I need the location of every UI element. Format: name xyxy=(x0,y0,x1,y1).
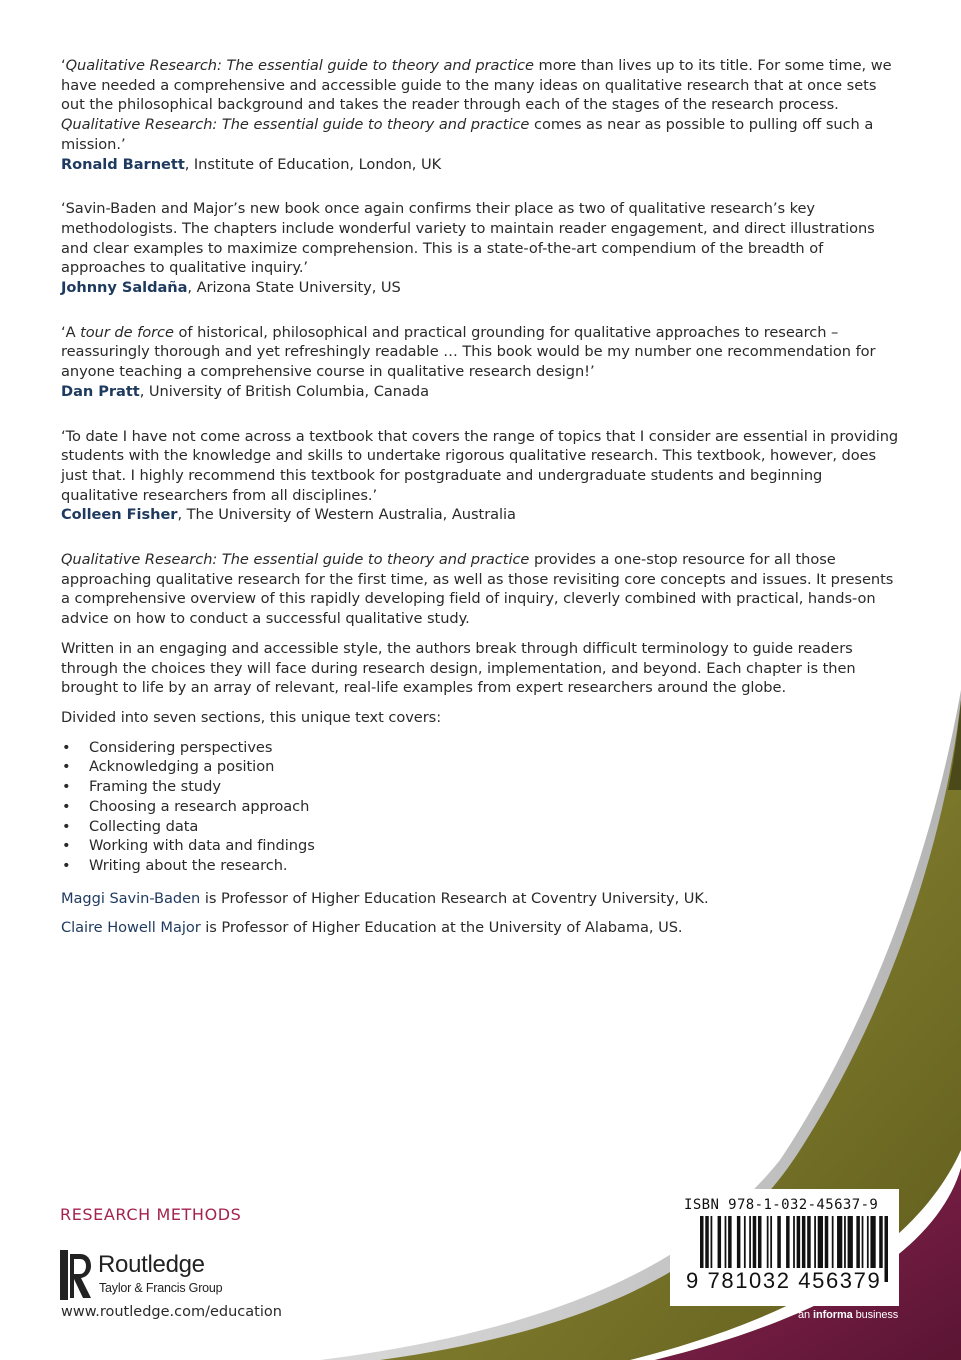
endorsement-attribution xyxy=(61,155,901,175)
text-run: provides a one-stop resource for all those approaching qualitative research for the first time, as well as those revisiting core concepts and issues. It presents a comprehensive overview of this rapidly developing field of inquiry, cleverly combined with practical, hands-on advice on how to conduct a successful qualitative study. xyxy=(61,551,894,628)
text-run: ‘Savin-Baden and Major’s new book once again confirms their place as two of qualitative research’s key methodologists. The chapters include wonderful variety to maintain reader engagement, and direct illustrations and clear examples to maximize comprehension. This is a state-of-the-art compendium of the breadth of approaches to qualitative inquiry.’ xyxy=(61,200,875,277)
text-run: more than lives up to its title. For some time, we have needed a comprehensive and accessible guide to the many ideas on qualitative research that at once sets out the philosophical background and takes the reader through each of the stages of the research process. xyxy=(61,57,892,114)
topic-item: • Working with data and findings xyxy=(61,836,901,856)
topic-item: • Collecting data xyxy=(61,817,901,837)
endorser-affiliation: , Institute of Education, London, UK xyxy=(184,155,442,173)
barcode-bar xyxy=(884,1216,888,1282)
back-cover-text xyxy=(61,56,901,938)
endorsement-attribution xyxy=(61,382,901,402)
author-bios xyxy=(61,889,901,938)
topic-item: • Acknowledging a position xyxy=(61,757,901,777)
author-name: Claire Howell Major xyxy=(61,919,201,937)
topic-item: • Writing about the research. xyxy=(61,856,901,876)
endorser-name: Dan Pratt xyxy=(61,382,140,400)
text-run: of historical, philosophical and practical grounding for qualitative approaches to research – reassuringly thorough and yet refreshingly readable … This book would be my number one recommendation for anyone teaching a comprehensive course in qualitative research design!’ xyxy=(61,323,876,381)
endorsement-attribution xyxy=(61,278,901,298)
informa-prefix: an xyxy=(798,1309,813,1321)
endorsement-quote xyxy=(61,199,901,278)
endorser-name: Ronald Barnett xyxy=(61,155,185,173)
text-run: ‘ xyxy=(61,57,66,74)
endorsement-quote xyxy=(61,323,901,382)
routledge-logo xyxy=(60,1250,260,1300)
series-label: RESEARCH METHODS xyxy=(60,1205,242,1224)
publisher-group: Taylor & Francis Group xyxy=(99,1281,223,1295)
topic-item: • Considering perspectives xyxy=(61,738,901,758)
endorsement-quote xyxy=(61,56,901,155)
topic-item: • Framing the study xyxy=(61,777,901,797)
endorser-name: Colleen Fisher xyxy=(61,506,178,524)
endorser-name: Johnny Saldaña xyxy=(61,279,188,297)
informa-brand: informa xyxy=(813,1309,853,1321)
endorser-affiliation: , Arizona State University, US xyxy=(187,279,401,297)
informa-tagline xyxy=(798,1309,898,1321)
endorsement-quote xyxy=(61,427,901,506)
author-bio xyxy=(61,889,901,909)
author-bio-text: is Professor of Higher Education Research at Coventry University, UK. xyxy=(200,889,709,907)
author-name: Maggi Savin-Baden xyxy=(61,889,201,907)
topics-intro: Divided into seven sections, this unique text covers: xyxy=(61,708,442,726)
author-bio xyxy=(61,918,901,938)
isbn-label: ISBN 978-1-032-45637-9 xyxy=(684,1197,879,1213)
text-run: comes as near as possible to pulling off such a mission.’ xyxy=(61,116,874,153)
publisher-name: Routledge xyxy=(98,1251,205,1278)
italic-title: Qualitative Research: The essential guide to theory and practice xyxy=(65,57,534,74)
endorsement-attribution xyxy=(61,505,901,525)
endorsements-list xyxy=(61,56,901,525)
text-run: ‘To date I have not come across a textbook that covers the range of topics that I consider are essential in providing students with the knowledge and skills to undertake rigorous qualitative research. This textbook, however, does just that. I highly recommend this textbook for postgraduate and undergraduate students and beginning qualitative researchers from all disciplines.’ xyxy=(61,427,899,504)
topics-list xyxy=(61,738,901,876)
text-run: ‘A xyxy=(61,323,81,341)
routledge-r-icon xyxy=(60,1250,92,1300)
endorser-affiliation: , The University of Western Australia, Australia xyxy=(177,506,516,524)
italic-title: Qualitative Research: The essential guide to theory and practice xyxy=(61,116,530,134)
publisher-url[interactable]: www.routledge.com/education xyxy=(61,1304,282,1320)
isbn-barcode-box xyxy=(670,1189,899,1306)
informa-suffix: business xyxy=(852,1309,899,1321)
italic-title: tour de force xyxy=(80,323,174,341)
description-paragraph-1 xyxy=(61,550,901,629)
topic-item: • Choosing a research approach xyxy=(61,797,901,817)
author-bio-text: is Professor of Higher Education at the University of Alabama, US. xyxy=(200,919,683,937)
italic-title: Qualitative Research: The essential guide to theory and practice xyxy=(61,551,530,569)
description-paragraph-2: Written in an engaging and accessible style, the authors break through difficult terminology to guide readers through the choices they will face during research design, implementation, and beyond. Each chapter is then brought to life by an array of relevant, real-life examples from expert researchers around the globe. xyxy=(61,639,856,697)
barcode-digits: 9 781032 456379 xyxy=(686,1268,882,1293)
endorser-affiliation: , University of British Columbia, Canada xyxy=(139,382,429,400)
